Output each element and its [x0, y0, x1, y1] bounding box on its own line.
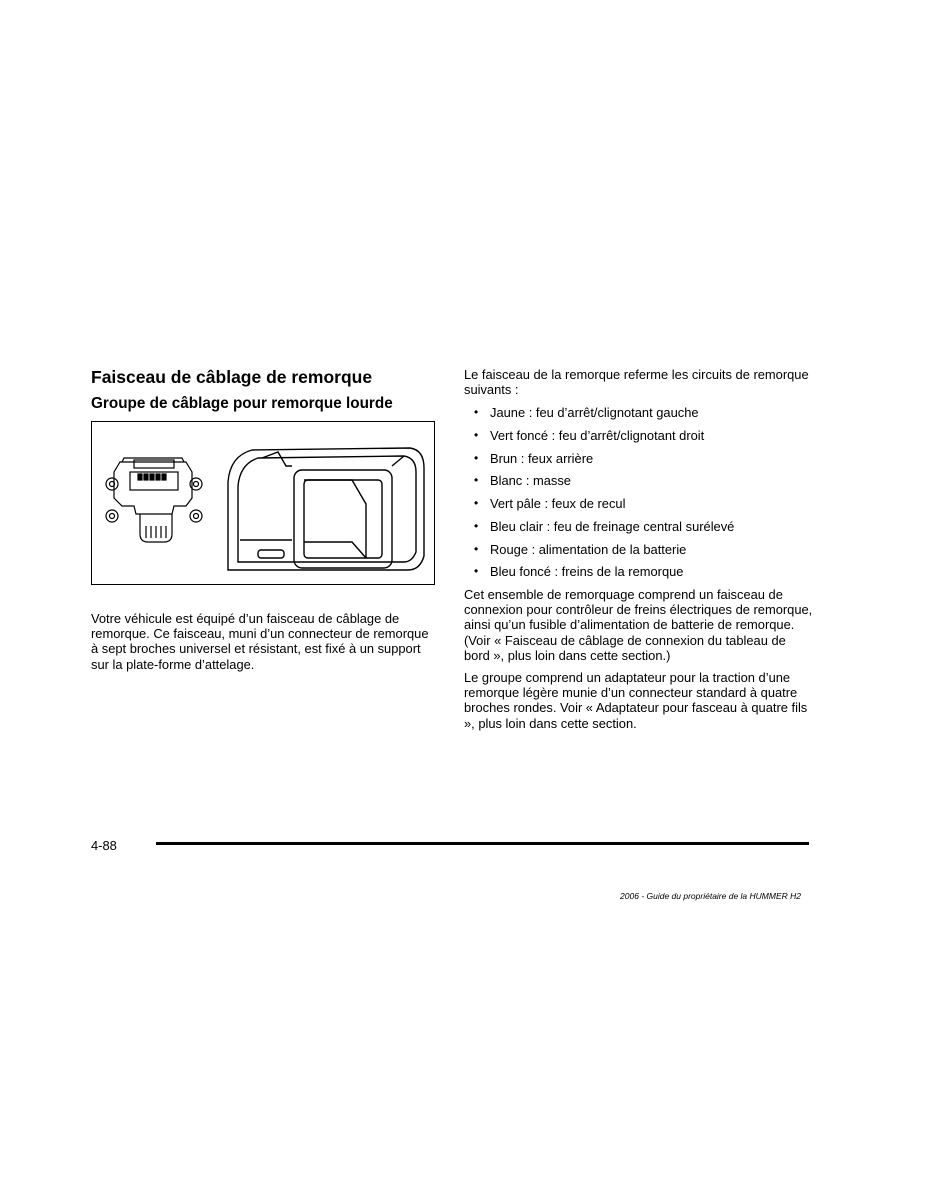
connector-illustration	[91, 421, 435, 585]
bullet-icon: •	[474, 518, 479, 533]
seven-pin-connector	[106, 458, 202, 542]
bullet-icon: •	[474, 428, 479, 443]
list-item-text: Vert foncé : feu d’arrêt/clignotant droit	[490, 428, 705, 444]
bullet-icon: •	[474, 473, 479, 488]
list-item	[464, 519, 814, 534]
circuit-list	[464, 405, 814, 579]
list-item-text: Vert pâle : feux de recul	[490, 496, 626, 512]
right-column	[464, 367, 814, 731]
bullet-icon: •	[474, 496, 479, 511]
page-rule	[156, 842, 809, 845]
list-item	[464, 405, 814, 420]
bullet-icon: •	[474, 541, 479, 556]
list-item	[464, 428, 814, 443]
section-title: Faisceau de câblage de remorque	[91, 367, 373, 387]
bullet-icon: •	[474, 564, 479, 579]
list-item-text: Rouge : alimentation de la batterie	[490, 541, 687, 557]
list-item	[464, 451, 814, 466]
connector-drawing	[92, 422, 434, 584]
list-item-text: Brun : feux arrière	[490, 450, 594, 466]
list-item	[464, 496, 814, 511]
list-item-text: Bleu foncé : freins de la remorque	[490, 564, 684, 580]
list-item	[464, 564, 814, 579]
brake-controller-paragraph: Cet ensemble de remorquage comprend un faisceau de connexion pour contrôleur de freins électriques de remorque, ainsi qu’un fusible d’alimentation de batterie de remorque. (Voir « Faisceau de câblage de connexion du tableau de bord », plus loin dans cette section.)	[464, 586, 813, 663]
list-item-text: Bleu clair : feu de freinage central surélevé	[490, 518, 735, 534]
page-footer: 2006 - Guide du propriétaire de la HUMMER H2	[620, 891, 801, 901]
list-item	[464, 473, 814, 488]
bullet-icon: •	[474, 405, 479, 420]
list-item-text: Blanc : masse	[490, 473, 571, 489]
circuits-intro: Le faisceau de la remorque referme les circuits de remorque suivants :	[464, 367, 809, 398]
list-item	[464, 542, 814, 557]
left-column	[91, 366, 437, 672]
bullet-icon: •	[474, 450, 479, 465]
hitch-receiver	[228, 448, 424, 570]
left-paragraph: Votre véhicule est équipé d’un faisceau de câblage de remorque. Ce faisceau, muni d’un connecteur de remorque à sept broches universel et résistant, est fixé à un support sur la plate-forme d’attelage.	[91, 611, 429, 672]
subsection-title: Groupe de câblage pour remorque lourde	[91, 395, 393, 412]
page-number: 4-88	[91, 838, 117, 853]
list-item-text: Jaune : feu d’arrêt/clignotant gauche	[490, 405, 699, 421]
adapter-paragraph: Le groupe comprend un adaptateur pour la traction d’une remorque légère munie d’un connecteur standard à quatre broches rondes. Voir « Adaptateur pour fasceau à quatre fils », plus loin dans cette section.	[464, 669, 808, 731]
